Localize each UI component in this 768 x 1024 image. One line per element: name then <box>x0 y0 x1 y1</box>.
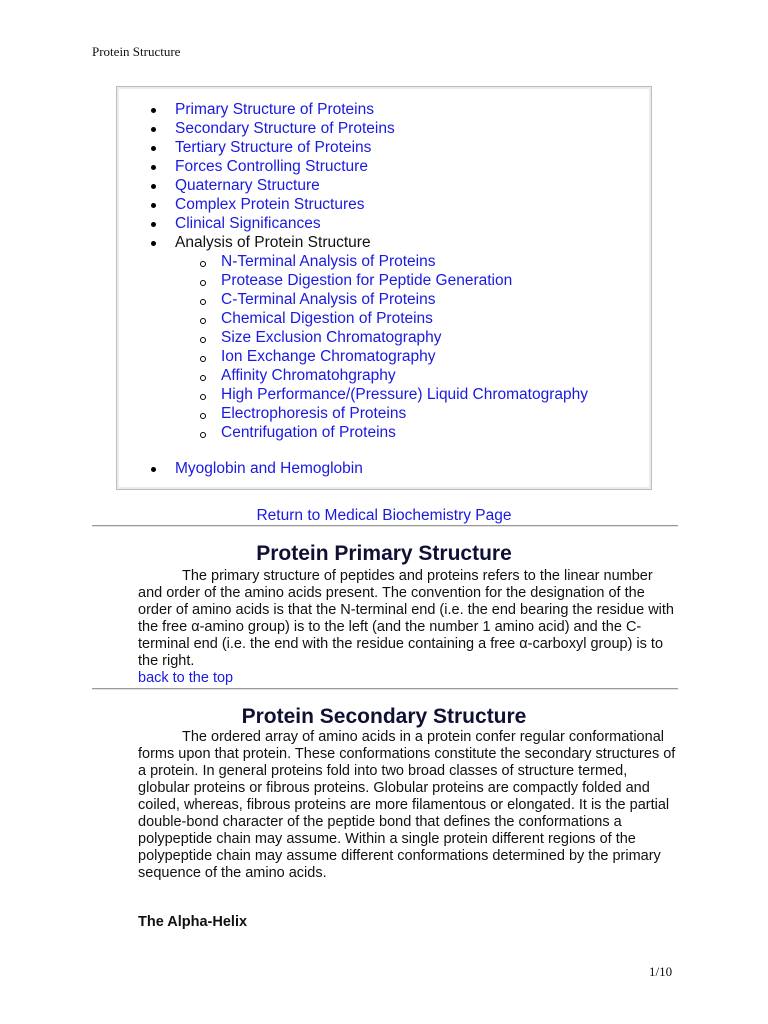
circle-bullet-icon <box>200 356 206 362</box>
circle-bullet-icon <box>200 299 206 305</box>
return-medical-biochemistry-link[interactable]: Return to Medical Biochemistry Page <box>256 507 512 524</box>
toc-item <box>117 119 588 138</box>
toc-list <box>117 100 588 478</box>
toc-link-primary-structure[interactable]: Primary Structure of Proteins <box>175 101 374 118</box>
bullet-icon <box>151 222 156 227</box>
toc-sublink-electrophoresis[interactable]: Electrophoresis of Proteins <box>221 405 407 422</box>
bullet-icon <box>151 467 156 472</box>
section-title-primary: Protein Primary Structure <box>256 542 512 565</box>
circle-bullet-icon <box>200 280 206 286</box>
toc-subitem <box>117 328 588 347</box>
secondary-structure-paragraph: The ordered array of amino acids in a protein confer regular conformational forms upon that protein. These conformations constitute the secondary structures of a protein. In general proteins fold into two broad classes of structure termed, globular proteins or fibrous proteins. Globular proteins are compactly folded and coiled, whereas, fibrous proteins are more filamentous or elongated. It is the partial double-bond character of the peptide bond that defines the conformations a polypeptide chain may assume. Within a single protein different regions of the polypeptide chain may assume different conformations determined by the primary sequence of the amino acids. <box>138 729 676 881</box>
toc-link-complex[interactable]: Complex Protein Structures <box>175 196 365 213</box>
section-title-secondary: Protein Secondary Structure <box>241 705 527 728</box>
bullet-icon <box>151 127 156 132</box>
bullet-icon <box>151 146 156 151</box>
toc-sublink-hplc[interactable]: High Performance/(Pressure) Liquid Chromatography <box>221 386 588 403</box>
circle-bullet-icon <box>200 432 206 438</box>
circle-bullet-icon <box>200 261 206 267</box>
toc-sublink-c-terminal[interactable]: C-Terminal Analysis of Proteins <box>221 291 436 308</box>
toc-link-secondary-structure[interactable]: Secondary Structure of Proteins <box>175 120 395 137</box>
toc-label-analysis: Analysis of Protein Structure <box>175 234 371 251</box>
divider <box>92 525 678 527</box>
bullet-icon <box>151 203 156 208</box>
back-to-top-link[interactable]: back to the top <box>138 670 234 686</box>
toc-item <box>117 176 588 195</box>
page-number: 1/10 <box>649 964 673 979</box>
toc-item <box>117 157 588 176</box>
bullet-icon <box>151 184 156 189</box>
toc-subitem <box>117 366 588 385</box>
toc-subitem <box>117 290 588 309</box>
toc-link-clinical[interactable]: Clinical Significances <box>175 215 321 232</box>
toc-link-forces[interactable]: Forces Controlling Structure <box>175 158 368 175</box>
toc-subitem <box>117 404 588 423</box>
divider <box>92 688 678 690</box>
circle-bullet-icon <box>200 394 206 400</box>
toc-link-quaternary[interactable]: Quaternary Structure <box>175 177 320 194</box>
return-link-wrapper <box>0 507 768 525</box>
toc-subitem <box>117 347 588 366</box>
toc-subitem <box>117 252 588 271</box>
toc-link-myoglobin[interactable]: Myoglobin and Hemoglobin <box>175 460 363 477</box>
table-of-contents <box>116 86 652 490</box>
toc-subitem <box>117 271 588 290</box>
toc-sublink-affinity[interactable]: Affinity Chromatohgraphy <box>221 367 396 384</box>
toc-sublink-n-terminal[interactable]: N-Terminal Analysis of Proteins <box>221 253 436 270</box>
toc-item <box>117 214 588 233</box>
toc-item <box>117 233 588 252</box>
primary-structure-paragraph: The primary structure of peptides and proteins refers to the linear number and order of the amino acids present. The convention for the designation of the order of amino acids is that the N-terminal end (i.e. the end bearing the residue with the free α-amino group) is to the left (and the number 1 amino acid) and the C-terminal end (i.e. the end with the residue containing a free α-carboxyl group) is to the right. <box>138 568 674 669</box>
toc-sublink-size-exclusion[interactable]: Size Exclusion Chromatography <box>221 329 442 346</box>
bullet-icon <box>151 241 156 246</box>
toc-subitem <box>117 423 588 442</box>
bullet-icon <box>151 108 156 113</box>
toc-sublink-centrifugation[interactable]: Centrifugation of Proteins <box>221 424 396 441</box>
bullet-icon <box>151 165 156 170</box>
toc-sublink-ion-exchange[interactable]: Ion Exchange Chromatography <box>221 348 436 365</box>
circle-bullet-icon <box>200 375 206 381</box>
toc-sublink-chemical[interactable]: Chemical Digestion of Proteins <box>221 310 433 327</box>
toc-sublink-protease[interactable]: Protease Digestion for Peptide Generation <box>221 272 513 289</box>
circle-bullet-icon <box>200 413 206 419</box>
alpha-helix-heading: The Alpha-Helix <box>138 914 248 930</box>
toc-subitem <box>117 309 588 328</box>
circle-bullet-icon <box>200 337 206 343</box>
circle-bullet-icon <box>200 318 206 324</box>
toc-item <box>117 138 588 157</box>
toc-item <box>117 459 588 478</box>
toc-item <box>117 100 588 119</box>
page-header-title: Protein Structure <box>92 44 181 59</box>
toc-subitem <box>117 385 588 404</box>
toc-item <box>117 195 588 214</box>
toc-link-tertiary-structure[interactable]: Tertiary Structure of Proteins <box>175 139 372 156</box>
